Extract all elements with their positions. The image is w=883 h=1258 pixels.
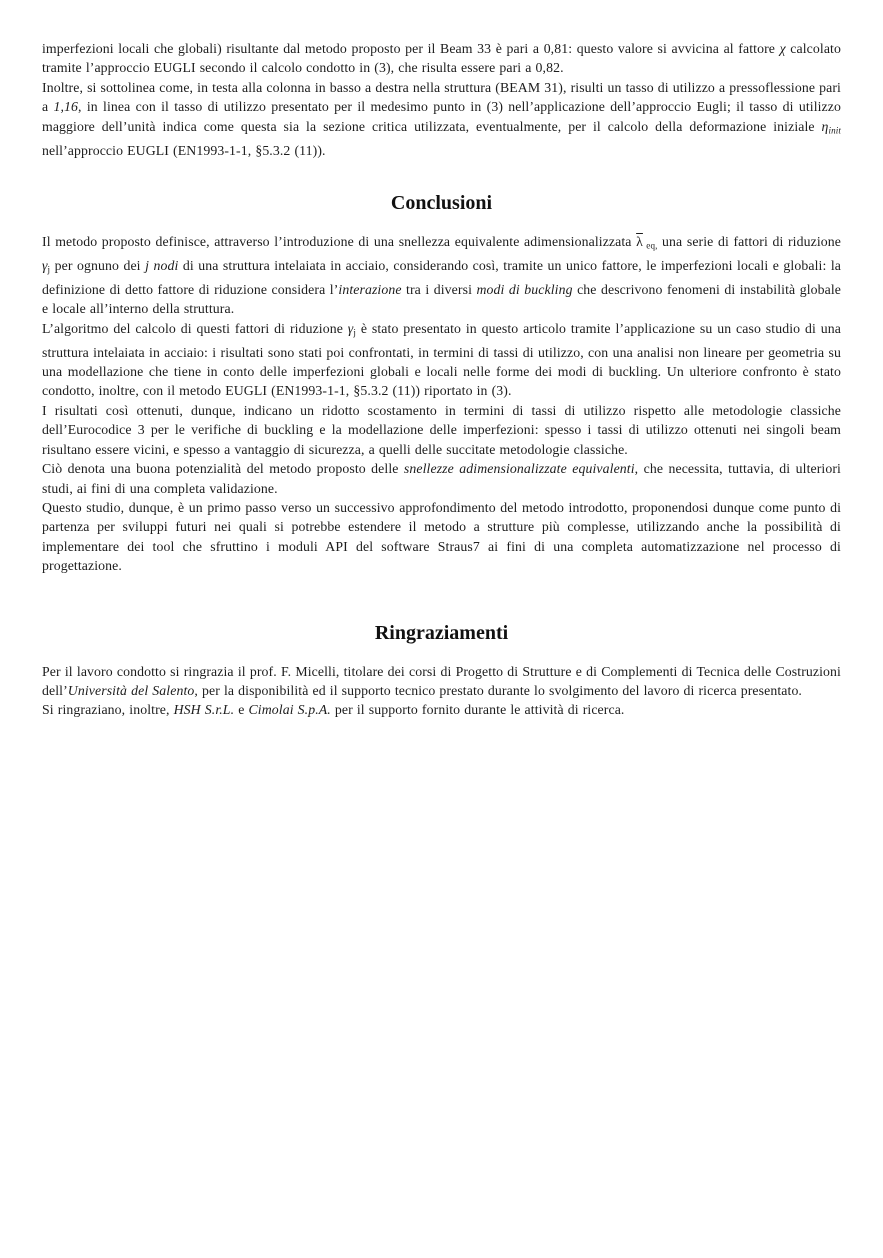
section-title-ringraziamenti: Ringraziamenti: [374, 621, 509, 644]
ringraziamenti-paragraph-1: Per il lavoro condotto si ringrazia il prof. F. Micelli, titolare dei corsi di Progetto di Strutture e di Complementi di Tecnica delle Costruzioni dell’Università del Salento, per la disponibilità ed il supporto tecnico prestato durante lo svolgimento del lavoro di ricerca presentato.: [42, 663, 841, 698]
ringraziamenti-paragraph-2: Si ringraziano, inoltre, HSH S.r.L. e Cimolai S.p.A. per il supporto fornito durante le attività di ricerca.: [42, 702, 625, 718]
section-title-conclusioni: Conclusioni: [390, 191, 493, 214]
intro-paragraph-1: imperfezioni locali che globali) risultante dal metodo proposto per il Beam 33 è pari a 0,81: questo valore si avvicina al fattore χ calcolato tramite l’approccio EUGLI secondo il calcolo condotto in (3), che risulta essere pari a 0,82.: [42, 41, 841, 76]
intro-paragraph-2: Inoltre, si sottolinea come, in testa alla colonna in basso a destra nella struttura (BEAM 31), risulti un tasso di utilizzo a pressoflessione pari a 1,16, in linea con il tasso di utilizzo presentato per il medesimo punto in (3) nell’applicazione dell’approccio Eugli; il tasso di utilizzo maggiore dell’unità indica come questa sia la sezione critica utilizzata, eventualmente, per il calcolo della deformazione iniziale ηinit nell’approccio EUGLI (EN1993-1-1, §5.3.2 (11)).: [42, 79, 842, 158]
conclusioni-paragraph-1: Il metodo proposto definisce, attraverso l’introduzione di una snellezza equivalente adimensionalizzata $\overline{\lambda}$ eq, una serie di fattori di riduzione γj per ognuno dei j nodi di una struttura intelaiata in acciaio, considerando così, tramite un unico fattore, le imperfezioni locali e globali: la definizione di detto fattore di riduzione considera l’interazione tra i diversi modi di buckling che descrivono fenomeni di instabilità globale e locale all’interno della struttura.: [42, 233, 842, 317]
conclusioni-paragraph-2: L’algoritmo del calcolo di questi fattori di riduzione γj è stato presentato in questo articolo tramite l’applicazione su un caso studio di una struttura intelaiata in acciaio: i risultati sono stati poi confrontati, in termini di tassi di utilizzo, con una analisi non lineare per geometria su una modellazione che tiene in conto delle imperfezioni globali e locali nelle forme dei modi di buckling. Un ulteriore confronto è stato condotto, inoltre, con il metodo EUGLI (EN1993-1-1, §5.3.2 (11)) riportato in (3).: [42, 320, 841, 399]
conclusioni-paragraph-5: Questo studio, dunque, è un primo passo verso un successivo approfondimento del metodo introdotto, proponendosi dunque come punto di partenza per sviluppi futuri nei quali si potrebbe estendere il metodo a strutture più complesse, utilizzando anche la possibilità di implementare dei tool che sfruttino i moduli API del software Straus7 ai fini di una completa automatizzazione nel processo di progettazione.: [42, 499, 841, 574]
conclusioni-paragraph-3: I risultati così ottenuti, dunque, indicano un ridotto scostamento in termini di tassi di utilizzo rispetto alle metodologie classiche dell’Eurocodice 3 per le verifiche di buckling e la modellazione delle imperfezioni: spesso i tassi di utilizzo ottenuti nei singoli beam risultano essere vicini, e spesso a vantaggio di sicurezza, a quelli delle succitate metodologie classiche.: [42, 402, 841, 457]
conclusioni-paragraph-4: Ciò denota una buona potenzialità del metodo proposto delle snellezze adimensionalizzate equivalenti, che necessita, tuttavia, di ulteriori studi, ai fini di una completa validazione.: [42, 461, 841, 496]
